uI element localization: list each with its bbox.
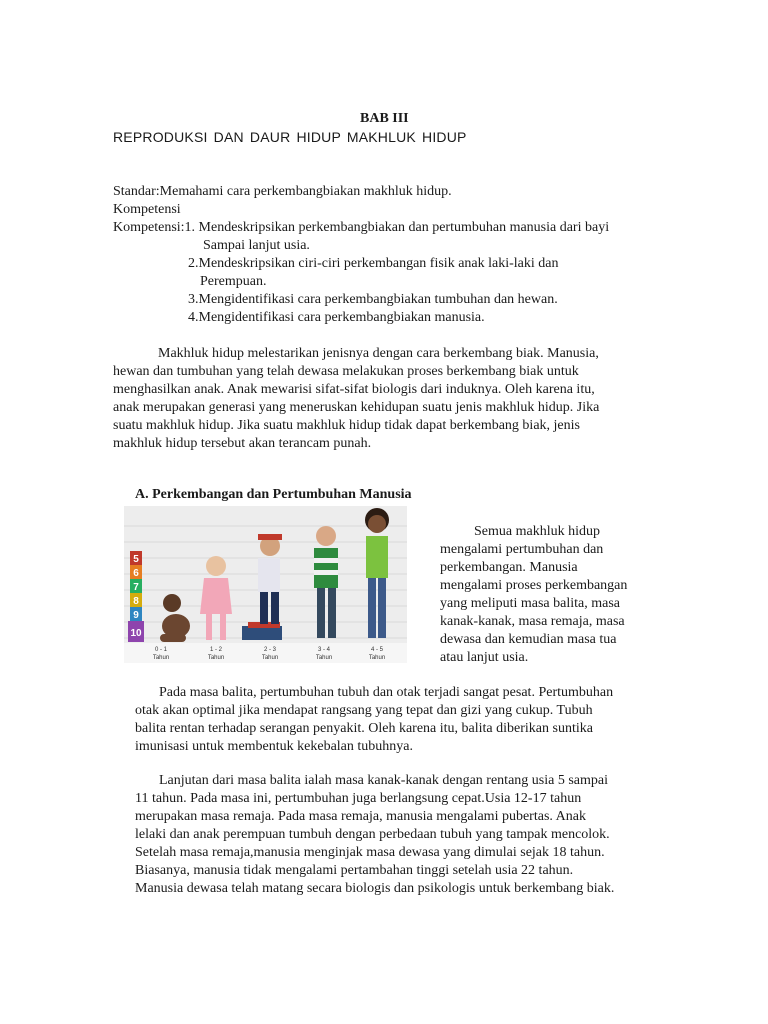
- growth-illustration: [124, 506, 407, 663]
- number-blocks: [128, 551, 144, 642]
- side-line: Semua makhluk hidup: [474, 524, 600, 539]
- balita-line: Pada masa balita, pertumbuhan tubuh dan otak terjadi sangat pesat. Pertumbuhan: [159, 685, 614, 700]
- kompetensi-heading: Kompetensi: [113, 202, 181, 217]
- age-unit-label: Tahun: [207, 655, 225, 661]
- kompetensi-item-2: 2.Mendeskripsikan ciri-ciri perkembangan fisik anak laki-laki dan: [188, 256, 559, 271]
- side-line: mengalami proses perkembangan: [440, 578, 628, 593]
- balita-line: balita rentan terhadap serangan penyakit. Oleh karena itu, balita diberikan suntika: [135, 721, 593, 736]
- chapter-title: REPRODUKSI DAN DAUR HIDUP MAKHLUK HIDUP: [113, 129, 467, 145]
- kompetensi-item-1-cont: Sampai lanjut usia.: [203, 238, 310, 253]
- side-line: mengalami pertumbuhan dan: [440, 542, 604, 557]
- chapter-heading: BAB III: [360, 111, 409, 126]
- side-paragraph: [440, 523, 627, 667]
- balita-paragraph: [135, 684, 613, 756]
- balita-line: otak akan optimal jika mendapat rangsang yang tepat dan gizi yang cukup. Tubuh: [135, 703, 593, 718]
- age-range-label: 0 - 1: [154, 647, 168, 653]
- intro-line: anak merupakan generasi yang meneruskan kehidupan suatu jenis makhluk hidup. Jika: [113, 400, 600, 415]
- block-label: 10: [130, 628, 142, 639]
- intro-line: makhluk hidup tersebut akan terancam punah.: [113, 436, 372, 451]
- block-label: 5: [133, 554, 139, 565]
- lanjutan-line: lelaki dan anak perempuan tumbuh dengan perbedaan tubuh yang tampak mencolok.: [135, 827, 610, 842]
- block-label: 8: [133, 596, 139, 607]
- lanjutan-line: merupakan masa remaja. Pada masa remaja, manusia mengalami pubertas. Anak: [135, 809, 586, 824]
- section-a-heading: A. Perkembangan dan Pertumbuhan Manusia: [135, 487, 412, 502]
- balita-line: imunisasi untuk membentuk kekebalan tubuhnya.: [135, 739, 414, 754]
- lanjutan-line: 11 tahun. Pada masa ini, pertumbuhan juga berlangsung cepat.Usia 12-17 tahun: [135, 791, 582, 806]
- age-range-label: 1 - 2: [209, 647, 223, 653]
- side-line: yang meliputi masa balita, masa: [440, 596, 621, 611]
- age-unit-label: Tahun: [315, 655, 333, 661]
- age-range-label: 3 - 4: [317, 647, 331, 653]
- age-unit-label: Tahun: [261, 655, 279, 661]
- kompetensi-item-3: 3.Mengidentifikasi cara perkembangbiakan tumbuhan dan hewan.: [188, 292, 558, 307]
- side-line: atau lanjut usia.: [440, 650, 529, 665]
- age-unit-label: Tahun: [152, 655, 170, 661]
- lanjutan-line: Setelah masa remaja,manusia menginjak masa dewasa yang dimulai sejak 18 tahun.: [135, 845, 605, 860]
- block-label: 9: [133, 610, 139, 621]
- intro-line: suatu makhluk hidup. Jika suatu makhluk hidup tidak dapat berkembang biak, jenis: [113, 418, 580, 433]
- intro-paragraph: [113, 345, 599, 453]
- kompetensi-item-2-cont: Perempuan.: [200, 274, 267, 289]
- child-4-5: [365, 508, 389, 638]
- lanjutan-line: Biasanya, manusia tidak mengalami pertambahan tinggi setelah usia 22 tahun.: [135, 863, 574, 878]
- age-range-label: 2 - 3: [263, 647, 277, 653]
- child-2-3: [242, 534, 282, 640]
- growth-figure: [124, 506, 407, 663]
- child-0-1: [160, 594, 190, 642]
- lanjutan-line: Manusia dewasa telah matang secara biologis dan psikologis untuk berkembang biak.: [135, 881, 615, 896]
- side-line: perkembangan. Manusia: [440, 560, 578, 575]
- side-line: dewasa dan kemudian masa tua: [440, 632, 617, 647]
- lanjutan-paragraph: [135, 772, 614, 898]
- block-label: 6: [133, 568, 139, 579]
- kompetensi-item-4: 4.Mengidentifikasi cara perkembangbiakan manusia.: [188, 310, 485, 325]
- standar-line: Standar:Memahami cara perkembangbiakan makhluk hidup.: [113, 184, 452, 199]
- intro-line: menghasilkan anak. Anak mewarisi sifat-sifat biologis dari induknya. Oleh karena itu,: [113, 382, 595, 397]
- side-line: kanak-kanak, masa remaja, masa: [440, 614, 625, 629]
- block-label: 7: [133, 582, 139, 593]
- kompetensi-item-1: Kompetensi:1. Mendeskripsikan perkembangbiakan dan pertumbuhan manusia dari bayi: [113, 220, 610, 235]
- child-3-4: [314, 526, 338, 638]
- age-unit-label: Tahun: [368, 655, 386, 661]
- lanjutan-line: Lanjutan dari masa balita ialah masa kanak-kanak dengan rentang usia 5 sampai: [159, 773, 608, 788]
- intro-line: hewan dan tumbuhan yang telah dewasa melakukan proses berkembang biak untuk: [113, 364, 579, 379]
- age-range-label: 4 - 5: [370, 647, 384, 653]
- intro-line: Makhluk hidup melestarikan jenisnya dengan cara berkembang biak. Manusia,: [158, 346, 599, 361]
- child-1-2: [200, 556, 232, 640]
